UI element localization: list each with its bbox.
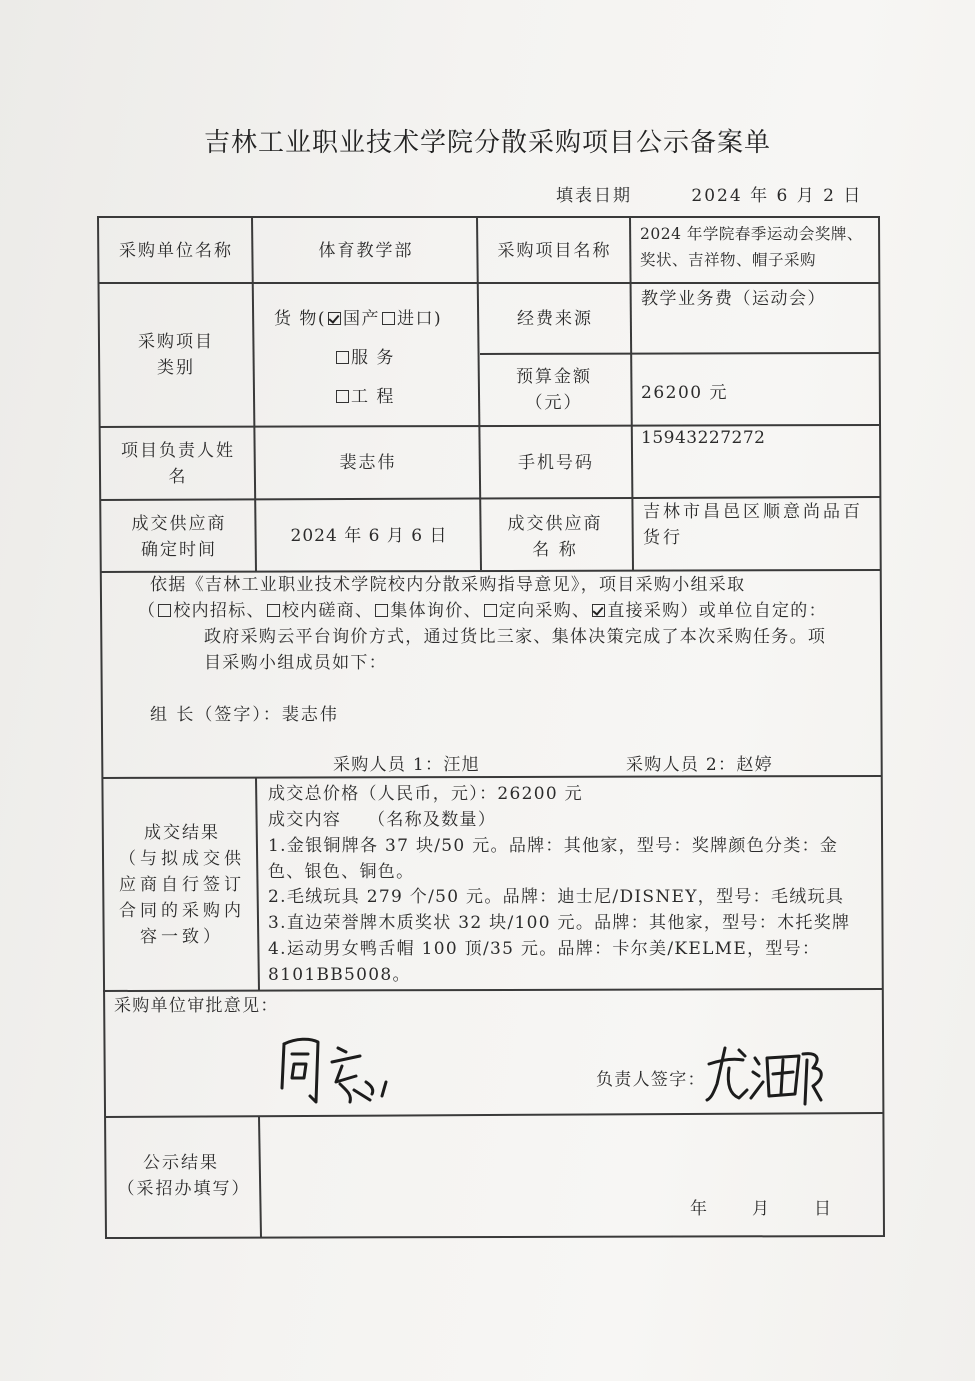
result-item-4b: 8101BB5008。 <box>268 965 411 985</box>
basis-opt3: 集体询价、 <box>390 601 482 621</box>
result-label: 成交结果 <box>144 823 220 843</box>
basis-line-2: （ 校内招标、 校内磋商、 集体询价、 定向采购、 直接采购）或单位自定的： <box>138 601 827 621</box>
category-engineering <box>334 382 395 407</box>
domestic-checkbox <box>328 312 341 325</box>
publicity-month: 月 <box>752 1199 771 1219</box>
signer-label: 负责人签字： <box>596 1070 706 1090</box>
opt-campus-negotiation-checkbox <box>267 604 280 617</box>
basis-line-1: 依据《吉林工业职业技术学院校内分散采购指导意见》，项目采购小组采取 <box>150 575 746 595</box>
budget-label: 预算金额（元） <box>516 367 592 413</box>
publicity-day: 日 <box>814 1199 833 1219</box>
document-title: 吉林工业职业技术学院分散采购项目公示备案单 <box>203 128 771 158</box>
basis-line-3: 政府采购云平台询价方式，通过货比三家、集体决策完成了本次采购任务。项 <box>204 627 827 647</box>
buyer-1: 采购人员 1：汪旭 <box>333 755 480 775</box>
opt-directed-purchase-checkbox <box>484 604 497 617</box>
category-domestic-label: 国产 <box>343 309 381 329</box>
result-label-note: （与拟成交供应商自行签订合同的采购内容一致） <box>119 849 245 947</box>
budget-value: 26200 元 <box>641 383 728 403</box>
confirm-time-value: 2024 年 6 月 6 日 <box>290 526 448 546</box>
manager-value: 裴志伟 <box>339 453 397 473</box>
opt-direct-purchase-checkbox <box>592 604 605 617</box>
result-item-3: 3.直边荣誉牌木质奖状 32 块/100 元。品牌：其他家，型号：木托奖牌 <box>268 913 851 933</box>
phone-value: 15943227272 <box>641 428 766 448</box>
fill-date-value: 2024 年 6 月 2 日 <box>691 186 863 206</box>
supplier-label: 成交供应商名 称 <box>507 514 603 560</box>
category-engineering-label: 工 程 <box>351 387 395 407</box>
handwritten-signature <box>703 1038 833 1108</box>
publicity-year: 年 <box>690 1199 709 1219</box>
basis-opt1: 校内招标、 <box>173 601 265 621</box>
engineering-checkbox <box>336 390 349 403</box>
manager-label: 项目负责人姓 名 <box>121 441 235 487</box>
unit-value: 体育教学部 <box>318 241 414 261</box>
confirm-time-label: 成交供应商确定时间 <box>131 514 227 560</box>
fund-source-value: 教学业务费（运动会） <box>641 289 826 309</box>
result-item-1a: 1.金银铜牌各 37 块/50 元。品牌：其他家，型号：奖牌颜色分类：金 <box>268 836 839 856</box>
category-goods <box>274 304 442 329</box>
category-service <box>334 343 395 368</box>
import-checkbox <box>382 312 395 325</box>
basis-opt4: 定向采购、 <box>498 601 591 621</box>
result-item-1b: 色、银色、铜色。 <box>268 862 415 882</box>
fund-source-label: 经费来源 <box>517 309 593 329</box>
opt-campus-tender-checkbox <box>158 604 171 617</box>
category-goods-label: 货 物( <box>274 309 327 329</box>
project-name-value: 2024 年学院春季运动会奖牌、奖状、吉祥物、帽子采购 <box>640 225 863 269</box>
buyer-2: 采购人员 2：赵婷 <box>626 755 773 775</box>
fill-date-label: 填表日期 <box>556 186 632 206</box>
opt-group-inquiry-checkbox <box>375 604 388 617</box>
category-import-label: 进口) <box>397 309 443 329</box>
result-item-2: 2.毛绒玩具 279 个/50 元。品牌：迪士尼/DISNEY，型号：毛绒玩具 <box>268 887 845 907</box>
handwritten-approval-opinion <box>276 1030 406 1110</box>
result-content-heading: 成交内容 （名称及数量） <box>268 810 497 830</box>
basis-opt2: 校内磋商、 <box>281 601 374 621</box>
supplier-value: 吉林市昌邑区顺意尚品百货行 <box>643 502 863 548</box>
service-checkbox <box>336 351 349 364</box>
publicity-label: 公示结果 <box>143 1153 219 1173</box>
category-label: 采购项目类别 <box>138 332 214 378</box>
project-name-label: 采购项目名称 <box>497 241 612 261</box>
unit-label: 采购单位名称 <box>119 241 233 261</box>
group-leader: 组 长（签字）：裴志伟 <box>150 705 339 725</box>
phone-label: 手机号码 <box>518 453 594 473</box>
basis-opt5: 直接采购）或单位自定的： <box>607 601 827 621</box>
basis-line-4: 目采购小组成员如下： <box>204 653 387 673</box>
approval-label: 采购单位审批意见： <box>114 996 279 1016</box>
publicity-label-note: （采招办填写） <box>117 1179 251 1199</box>
result-item-4a: 4.运动男女鸭舌帽 100 顶/35 元。品牌：卡尔美/KELME，型号： <box>268 939 821 959</box>
category-service-label: 服 务 <box>351 348 395 368</box>
result-total-price: 成交总价格（人民币，元）：26200 元 <box>268 784 583 804</box>
